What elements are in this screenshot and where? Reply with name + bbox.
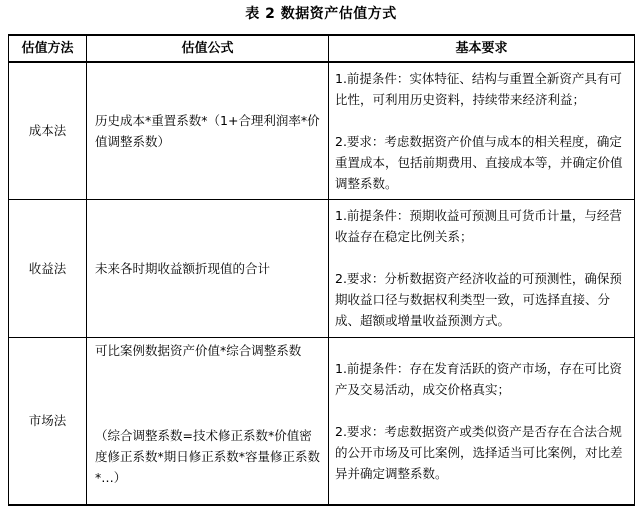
table-header-row [9,35,635,62]
table-row-income-method [9,199,635,337]
requirements-cell [329,199,635,337]
table-row-cost-method [9,62,635,199]
method-cell: 市场法 [9,337,87,505]
formula-text: 可比案例数据资产价值*综合调整系数 [95,342,302,358]
requirements-cell [329,337,635,505]
requirement-text: 2.要求：分析数据资产经济收益的可预测性，确保预期收益口径与数据权利类型一致，可选择直接、分成、超额或增量收益预测方式。 [335,271,622,328]
header-formula: 估值公式 [87,35,329,62]
method-cell: 成本法 [9,62,87,199]
formula-cell [87,199,329,337]
table-row-market-method [9,337,635,505]
premise-text: 1.前提条件：实体特征、结构与重置全新资产具有可比性，可利用历史资料，持续带来经济利益； [335,70,622,107]
formula-note-text: （综合调整系数=技术修正系数*价值密度修正系数*期日修正系数*容量修正系数*…） [95,427,321,485]
formula-text: 未来各时期收益额折现值的合计 [95,260,271,276]
header-requirements: 基本要求 [329,35,635,62]
requirement-text: 2.要求：考虑数据资产或类似资产是否存在合法合规的公开市场及可比案例，选择适当可比案例，对比差异并确定调整系数。 [335,423,623,481]
table-caption: 表 2 数据资产估值方式 [245,6,397,22]
formula-cell [87,62,329,199]
requirement-text: 2.要求：考虑数据资产价值与成本的相关程度，确定重置成本，包括前期费用、直接成本等，并确定价值调整系数。 [335,133,623,191]
requirements-cell [329,62,635,199]
formula-cell [87,337,329,505]
valuation-methods-table [8,34,635,506]
premise-text: 1.前提条件：预期收益可预测且可货币计量，与经营收益存在稳定比例关系； [335,208,622,244]
header-method: 估值方法 [9,35,87,62]
formula-text: 历史成本*重置系数*（1+合理利润率*价值调整系数） [95,112,320,149]
paragraph-gap [335,400,630,421]
paragraph-gap [335,110,630,131]
premise-text: 1.前提条件：存在发育活跃的资产市场，存在可比资产及交易活动，成交价格真实； [335,360,622,397]
formula-gap [95,361,324,425]
method-cell: 收益法 [9,199,87,337]
paragraph-gap [335,247,630,268]
